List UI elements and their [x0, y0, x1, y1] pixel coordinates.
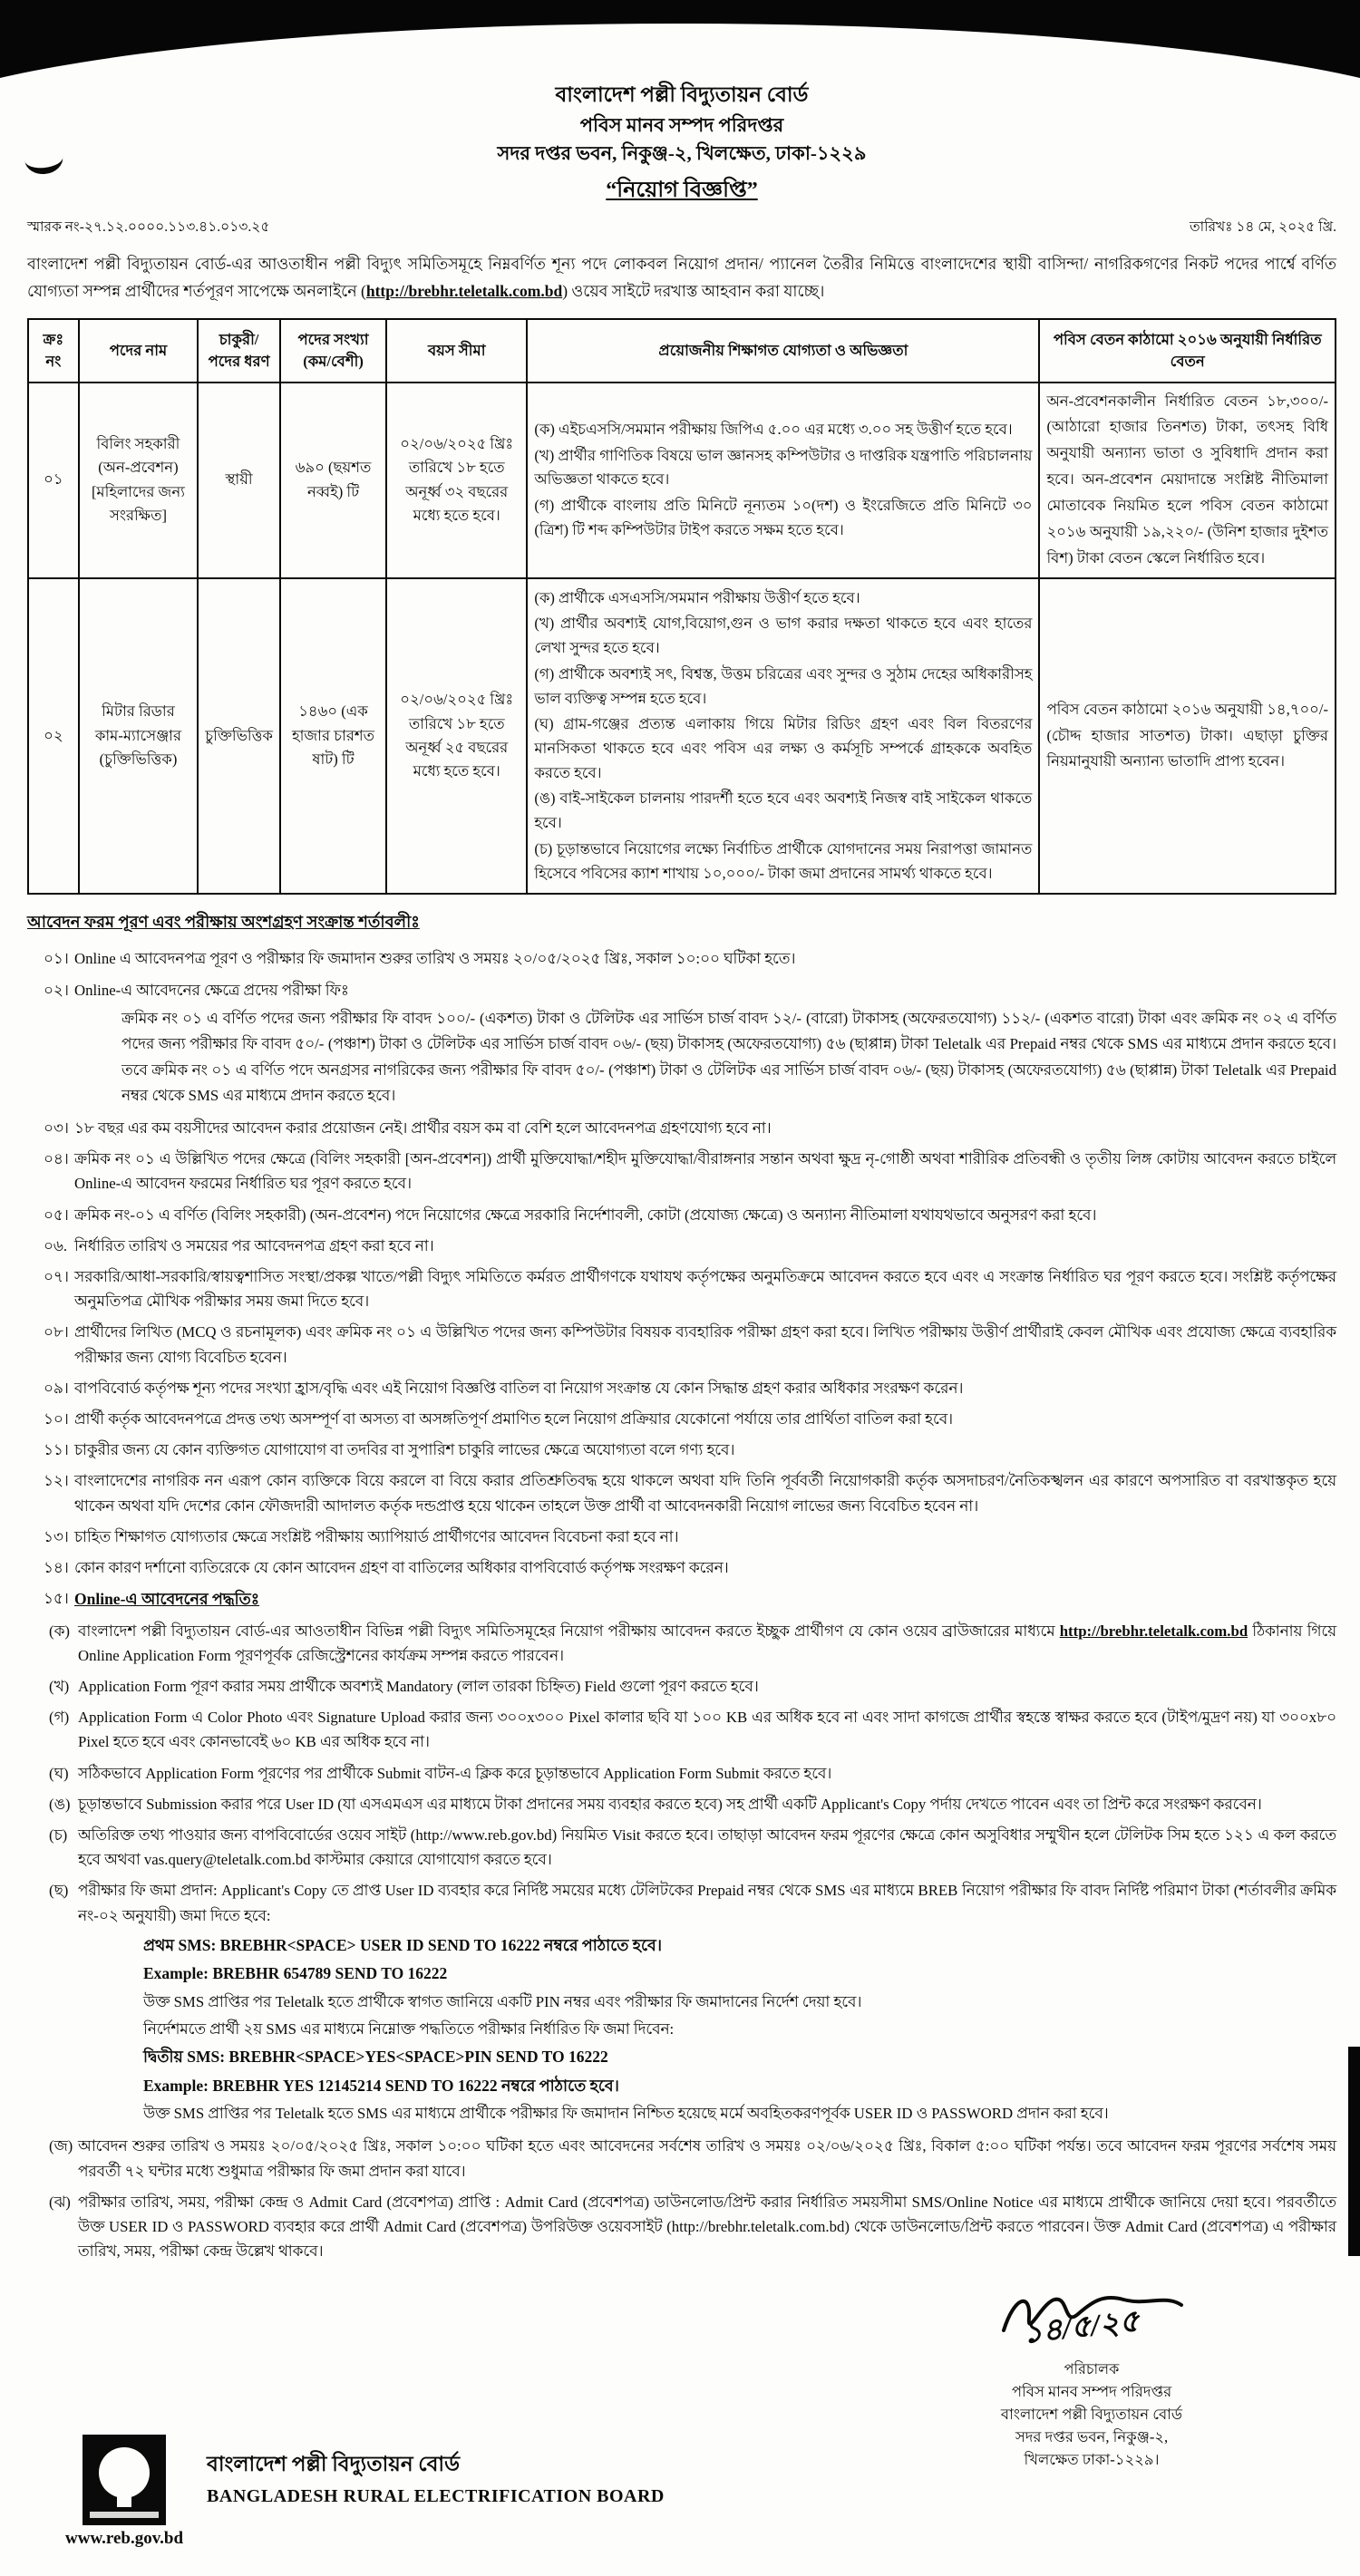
condition-item: ০৬. নির্ধারিত তারিখ ও সময়ের পর আবেদনপত্র গ্রহণ করা হবে না। — [44, 1236, 434, 1254]
sms-line: দ্বিতীয় SMS: BREBHR<SPACE>YES<SPACE>PIN SEND TO 16222 — [143, 2048, 608, 2067]
table-row — [28, 383, 1336, 578]
cell-age: ০২/০৬/২০২৫ খ্রিঃ তারিখে ১৮ হতে অনূর্ধ্ব ২৫ বছরের মধ্যে হতে হবে। — [386, 578, 527, 895]
breb-logo — [83, 2435, 166, 2525]
signatory-designation: পরিচালক — [1064, 2362, 1120, 2378]
condition-item: ১২। বাংলাদেশের নাগরিক নন এরূপ কোন ব্যক্তিকে বিয়ে করলে বা বিয়ে করার প্রতিশ্রুতিবদ্ধ হয়ে থাকলে অথবা যদি তিনি পূর্ববর্তী নিয়োগকারী কর্তৃক অসদাচরণ/নৈতিকস্খলন এর কারণে অপসারিত বা বরখাস্তকৃত হয়ে থাকেন অথবা যদি দেশের কোন ফৌজদারী আদালত কর্তৃক দন্ডপ্রাপ্ত হয়ে থাকেন তাহলে উক্ত প্রার্থী বা আবেদনকারী নিয়োগ লাভের জন্য বিবেচিত হবেন না। — [44, 1472, 1336, 1515]
condition-item: ১১। চাকুরীর জন্য যে কোন ব্যক্তিগত যোগাযোগ বা তদবির বা সুপারিশ চাকুরি লাভের ক্ষেত্রে অযোগ্যতা বলে গণ্য হবে। — [44, 1441, 735, 1459]
col-qualification: প্রয়োজনীয় শিক্ষাগত যোগ্যতা ও অভিজ্ঞতা — [527, 319, 1039, 383]
sms-line: প্রথম SMS: BREBHR<SPACE> USER ID SEND TO 16222 নম্বরে পাঠাতে হবে। — [143, 1935, 662, 1954]
application-url: http://brebhr.teletalk.com.bd — [365, 282, 563, 301]
online-method-subitems — [27, 1619, 1336, 2264]
condition-item: ০৭। সরকারি/আধা-সরকারি/স্বায়ত্বশাসিত সংস্থা/প্রকল্প খাতে/পল্লী বিদ্যুৎ সমিতিতে কর্মরত প্রার্থীগণকে যথাযথ কর্তৃপক্ষের অনুমতিক্রমে আবেদন করতে হবে এবং এ সংক্রান্ত নির্ধারিত ঘর পূরণ করতে হবে। সংশ্লিষ্ট কর্তৃপক্ষের অনুমতিপত্র মৌখিক পরীক্ষার সময় জমা দিতে হবে। — [44, 1267, 1336, 1311]
cell-age: ০২/০৬/২০২৫ খ্রিঃ তারিখে ১৮ হতে অনূর্ধ্ব ৩২ বছরের মধ্যে হতে হবে। — [386, 383, 527, 578]
footer-org-en: BANGLADESH RURAL ELECTRIFICATION BOARD — [207, 2486, 665, 2507]
scan-artifact-top — [0, 0, 1360, 78]
memo-date: তারিখঃ ১৪ মে, ২০২৫ খ্রি. — [1189, 218, 1336, 235]
signatory-address1: সদর দপ্তর ভবন, নিকুঞ্জ-২, — [1015, 2427, 1169, 2445]
method-subitem: (খ) Application Form পূরণ করার সময় প্রার্থীকে অবশ্যই Mandatory (লাল তারকা চিহ্নিত) Field গুলো পূরণ করতে হবে। — [49, 1677, 759, 1695]
scan-artifact-right-strip — [1348, 2047, 1360, 2256]
condition-item: ০১। Online এ আবেদনপত্র পূরণ ও পরীক্ষার ফি জমাদান শুরুর তারিখ ও সময়ঃ ২০/০৫/২০২৫ খ্রিঃ, সকাল ১০:০০ ঘটিকা হতে। — [44, 950, 796, 968]
vacancy-table — [27, 318, 1336, 896]
dept-name: পবিস মানব সম্পদ পরিদপ্তর — [579, 113, 784, 136]
table-row — [28, 578, 1336, 895]
signature-date: ১৪/৫/২৫ — [1020, 2305, 1141, 2351]
sms-line: নির্দেশমতে প্রার্থী ২য় SMS এর মাধ্যমে নিম্নোক্ত পদ্ধতিতে পরীক্ষার নির্ধারিত ফি জমা দিবেন: — [143, 2020, 675, 2038]
method-subitem: (ঘ) সঠিকভাবে Application Form পূরণের পর প্রার্থীকে Submit বাটন-এ ক্লিক করে চূড়ান্তভাবে Application Form Submit করতে হবে। — [49, 1764, 832, 1782]
method-subitem: (গ) Application Form এ Color Photo এবং Signature Upload করার জন্য ৩০০x৩০০ Pixel কালার ছবি যা ১০০ KB এর অধিক হবে না এবং সাদা কাগজে প্রার্থীর স্বহস্তে স্বাক্ষর করতে হবে (টাইপ/মুদ্রণ নয়) যা ৩০০x৮০ Pixel হতে হবে এবং কোনভাবেই ৬০ KB এর অধিক হবে না। — [49, 1709, 1336, 1751]
sms-line: Example: BREBHR 654789 SEND TO 16222 — [143, 1964, 448, 1983]
signatory-address2: খিলক্ষেত ঢাকা-১২২৯। — [1024, 2450, 1160, 2468]
col-serial: ক্রঃ নং — [28, 319, 79, 383]
conditions-heading: আবেদন ফরম পূরণ এবং পরীক্ষায় অংশগ্রহণ সংক্রান্ত শর্তাবলীঃ — [27, 913, 420, 932]
sms-instructions — [143, 1932, 1336, 2128]
cell-type: স্থায়ী — [198, 383, 280, 578]
cell-salary: অন-প্রবেশনকালীন নির্ধারিত বেতন ১৮,৩০০/- (আঠারো হাজার তিনশত) টাকা, তৎসহ বিধি অনুযায়ী অন্যান্য ভাতা ও সুবিধাদি প্রদান করা হবে। অন-প্রবেশন মেয়াদান্তে সংশ্লিষ্ট নীতিমালা মোতাবেক নিয়মিত হলে পবিস বেতন কাঠামো ২০১৬ অনুযায়ী ১৯,২২০/- (উনিশ হাজার দুইশত বিশ) টাকা বেতন স্কেলে নির্ধারিত হবে। — [1039, 383, 1336, 578]
condition-item: ০৫। ক্রমিক নং-০১ এ বর্ণিত (বিলিং সহকারী) (অন-প্রবেশন) পদে নিয়োগের ক্ষেত্রে সরকারি নির্দেশাবলী, কোটা (প্রযোজ্য ক্ষেত্রে) ও অন্যান্য নীতিমালা যথাযথভাবে অনুসরণ করা হবে। — [44, 1206, 1097, 1224]
cell-qualifications: (ক) প্রার্থীকে এসএসসি/সমমান পরীক্ষায় উত্তীর্ণ হতে হবে। (খ) প্রার্থীর অবশ্যই যোগ,বিয়োগ,গুন ও ভাগ করার দক্ষতা থাকতে হবে এবং হাতের লেখা সুন্দর হতে হবে। (গ) প্রার্থীকে অবশ্যই সৎ, বিশ্বস্ত, উত্তম চরিত্রের এবং সুন্দর ও সুঠাম দেহের অধিকারীসহ ভাল ব্যক্তিত্ব সম্পন্ন হতে হবে। (ঘ) গ্রাম-গঞ্জের প্রত্যন্ত এলাকায় গিয়ে মিটার রিডিং গ্রহণ এবং বিল বিতরণের মানসিকতা থাকতে হবে এবং পবিস এর লক্ষ্য ও কর্মসূচি সম্পর্কে গ্রাহককে অবহিত করতে হবে। (ঙ) বাই-সাইকেল চালনায় পারদর্শী হতে হবে এবং অবশ্যই নিজস্ব বাই সাইকেল থাকতে হবে। (চ) চূড়ান্তভাবে নিয়োগের লক্ষ্যে নির্বাচিত প্রার্থীকে যোগদানের সময় নিরাপত্তা জামানত হিসেবে পবিসের ক্যাশ শাখায় ১০,০০০/- টাকা জমা প্রদানের সামর্থ্য থাকতে হবে। — [527, 578, 1039, 895]
condition-item: ১৪। কোন কারণ দর্শানো ব্যতিরেকে যে কোন আবেদন গ্রহণ বা বাতিলের অধিকার বাপবিবোর্ড কর্তৃপক্ষ সংরক্ষণ করেন। — [44, 1558, 729, 1576]
signature-scribble — [987, 2287, 1196, 2365]
fee-details: ক্রমিক নং ০১ এ বর্ণিত পদের জন্য পরীক্ষার ফি বাবদ ১০০/- (একশত) টাকা ও টেলিটক এর সার্ভিস চার্জ বাবদ ১২/- (বারো) টাকাসহ (অফেরতযোগ্য) ১১২/- (একশত বারো) টাকা এবং ক্রমিক নং ০২ এ বর্ণিত পদের জন্য পরীক্ষার ফি বাবদ ৫০/- (পঞ্চাশ) টাকা ও টেলিটক এর সার্ভিস চার্জ বাবদ ০৬/- (ছয়) টাকাসহ (অফেরতযোগ্য) ৫৬ (ছাপ্পান্ন) টাকা Teletalk এর Prepaid নম্বর থেকে SMS এর মাধ্যমে প্রদান করতে হবে। তবে ক্রমিক নং ০১ এ বর্ণিত পদে অনগ্রসর নাগরিকের জন্য পরীক্ষার ফি বাবদ ৫০/- (পঞ্চাশ) টাকা ও টেলিটক এর সার্ভিস চার্জ বাবদ ০৬/- (ছয়) টাকাসহ (অফেরতযোগ্য) ৫৬ (ছাপ্পান্ন) টাকা Teletalk এর Prepaid নম্বর থেকে SMS এর মাধ্যমে প্রদান করতে হবে। — [121, 1009, 1336, 1105]
cell-serial: ০২ — [28, 578, 79, 895]
condition-item-online-method: ১৫। Online-এ আবেদনের পদ্ধতিঃ — [27, 1586, 1336, 1612]
method-subitem: (ঝ) পরীক্ষার তারিখ, সময়, পরীক্ষা কেন্দ্র ও Admit Card (প্রবেশপত্র) প্রাপ্তি : Admit Card (প্রবেশপত্র) ডাউনলোড/প্রিন্ট করার নির্ধারিত সময়সীমা SMS/Online Notice এর মাধ্যমে প্রার্থীকে জানিয়ে দেয়া হবে। পরবর্তীতে উক্ত USER ID ও PASSWORD ব্যবহার করে প্রার্থী Admit Card (প্রবেশপত্র) উপরিউক্ত ওয়েবসাইট (http://brebhr.teletalk.com.bd) থেকে ডাউনলোড/প্রিন্ট করতে পারবেন। উক্ত Admit Card (প্রবেশপত্র) এ পরীক্ষার তারিখ, সময়, পরীক্ষা কেন্দ্র উল্লেখ থাকবে। — [49, 2193, 1336, 2261]
cell-type: চুক্তিভিত্তিক — [198, 578, 280, 895]
condition-item: ০৯। বাপবিবোর্ড কর্তৃপক্ষ শূন্য পদের সংখ্যা হ্রাস/বৃদ্ধি এবং এই নিয়োগ বিজ্ঞপ্তি বাতিল বা নিয়োগ সংক্রান্ত যে কোন সিদ্ধান্ত গ্রহণ করার অধিকার সংরক্ষণ করেন। — [44, 1379, 964, 1397]
online-method-heading: Online-এ আবেদনের পদ্ধতিঃ — [74, 1590, 260, 1609]
memo-row — [27, 216, 1336, 239]
cell-serial: ০১ — [28, 383, 79, 578]
condition-item: ০৮। প্রার্থীদের লিখিত (MCQ ও রচনামূলক) এবং ক্রমিক নং ০১ এ উল্লিখিত পদের জন্য কম্পিউটার বিষয়ক ব্যবহারিক পরীক্ষা গ্রহণ করা হবে। লিখিত পরীক্ষায় উত্তীর্ণ প্রার্থীরাই কেবল মৌখিক এবং প্রযোজ্য ক্ষেত্রে ব্যবহারিক পরীক্ষার জন্য যোগ্য বিবেচিত হবেন। — [44, 1323, 1336, 1366]
sms-line: উক্ত SMS প্রাপ্তির পর Teletalk হতে SMS এর মাধ্যমে প্রার্থীকে পরীক্ষার ফি জমাদান নিশ্চিত হয়েছে মর্মে অবহিতকরণপূর্বক USER ID ও PASSWORD প্রদান করা হবে। — [143, 2105, 1109, 2123]
col-post-count: পদের সংখ্যা (কম/বেশী) — [280, 319, 386, 383]
condition-item: ১৩। চাহিত শিক্ষাগত যোগ্যতার ক্ষেত্রে সংশ্লিষ্ট পরীক্ষায় অ্যাপিয়ার্ড প্রার্থীগণের আবেদন বিবেচনা করা হবে না। — [44, 1527, 679, 1545]
notice-title: “নিয়োগ বিজ্ঞপ্তি” — [606, 178, 758, 202]
method-subitem: (জ) আবেদন শুরুর তারিখ ও সময়ঃ ২০/০৫/২০২৫ খ্রিঃ, সকাল ১০:০০ ঘটিকা হতে এবং আবেদনের সর্বশেষ তারিখ ও সময়ঃ ০২/০৬/২০২৫ খ্রিঃ, বিকাল ৫:০০ ঘটিকা পর্যন্ত। তবে আবেদন ফরম পূরণের সর্বশেষ সময় পরবর্তী ৭২ ঘন্টার মধ্যে শুধুমাত্র পরীক্ষার ফি জমা প্রদান করা যাবে। — [49, 2137, 1336, 2180]
footer-org-bn: বাংলাদেশ পল্লী বিদ্যুতায়ন বোর্ড — [207, 2453, 461, 2476]
intro-paragraph: বাংলাদেশ পল্লী বিদ্যুতায়ন বোর্ড-এর আওতাধীন পল্লী বিদ্যুৎ সমিতিসমূহে নিম্নবর্ণিত শূন্য পদে লোকবল নিয়োগ প্রদান/ প্যানেল তৈরীর নিমিত্তে বাংলাদেশের স্থায়ী বাসিন্দা/ নাগরিকগণের নিকট পদের পার্শ্বে বর্ণিত যোগ্যতা সম্পন্ন প্রার্থীদের শর্তপূরণ সাপেক্ষে অনলাইনে (http://brebhr.teletalk.com.bd) ওয়েব সাইটে দরখাস্ত আহবান করা যাচ্ছে। — [27, 254, 1336, 301]
sms-line: Example: BREBHR YES 12145214 SEND TO 16222 নম্বরে পাঠাতে হবে। — [143, 2076, 619, 2095]
letterhead — [27, 80, 1336, 207]
cell-post: বিলিং সহকারী (অন-প্রবেশন) [মহিলাদের জন্য সংরক্ষিত] — [79, 383, 199, 578]
col-age-limit: বয়স সীমা — [386, 319, 527, 383]
conditions-list — [27, 946, 1336, 2263]
sms-line: উক্ত SMS প্রাপ্তির পর Teletalk হতে প্রার্থীকে স্বাগত জানিয়ে একটি PIN নম্বর এবং পরীক্ষার ফি জমাদানের নির্দেশ দেয়া হবে। — [143, 1992, 862, 2010]
method-subitem: (ছ) পরীক্ষার ফি জমা প্রদান: Applicant's Copy তে প্রাপ্ত User ID ব্যবহার করে নির্দিষ্ট সময়ের মধ্যে টেলিটকের Prepaid নম্বর থেকে SMS এর মাধ্যমে BREB নিয়োগ পরীক্ষার ফি বাবদ নির্দিষ্ট পরিমাণ টাকা (শর্তাবলীর ক্রমিক নং-০২ অনুযায়ী) জমা দিতে হবে: — [49, 1882, 1336, 1924]
condition-item: ১০। প্রার্থী কর্তৃক আবেদনপত্রে প্রদত্ত তথ্য অসম্পূর্ণ বা অসত্য বা অসঙ্গতিপূর্ণ প্রমাণিত হলে নিয়োগ প্রক্রিয়ার যেকোনো পর্যায়ে তার প্রার্থিতা বাতিল করা হবে। — [44, 1409, 954, 1428]
org-address: সদর দপ্তর ভবন, নিকুঞ্জ-২, খিলক্ষেত, ঢাকা-১২২৯ — [497, 142, 867, 164]
table-header-row — [28, 319, 1336, 383]
application-url: http://brebhr.teletalk.com.bd — [1059, 1622, 1248, 1640]
method-subitem: (ঙ) চূড়ান্তভাবে Submission করার পরে User ID (যা এসএমএস এর মাধ্যমে টাকা প্রদানের সময় ব্যবহার করতে হবে) সহ প্রার্থী একটি Applicant's Copy পর্দায় দেখতে পাবেন এবং তা প্রিন্ট করে সংরক্ষণ করবেন। — [49, 1795, 1262, 1813]
cell-count: ১৪৬০ (এক হাজার চারশত ষাট) টি — [280, 578, 386, 895]
cell-post: মিটার রিডার কাম-ম্যাসেঞ্জার (চুক্তিভিত্তিক) — [79, 578, 199, 895]
condition-item: ০৩। ১৮ বছর এর কম বয়সীদের আবেদন করার প্রয়োজন নেই। প্রার্থীর বয়স কম বা বেশি হলে আবেদনপত্র গ্রহণযোগ্য হবে না। — [44, 1119, 772, 1137]
condition-item: ০৪। ক্রমিক নং ০১ এ উল্লিখিত পদের ক্ষেত্রে (বিলিং সহকারী [অন-প্রবেশন]) প্রার্থী মুক্তিযোদ্ধা/শহীদ মুক্তিযোদ্ধা/বীরাঙ্গনার সন্তান অথবা ক্ষুদ্র নৃ-গোষ্ঠী অথবা শারীরিক প্রতিবন্ধী ও তৃতীয় লিঙ্গ কোটায় আবেদন করতে চাইলে Online-এ আবেদন ফরমের নির্ধারিত ঘর পূরণ করতে হবে। — [44, 1150, 1336, 1193]
col-job-type: চাকুরী/ পদের ধরণ — [198, 319, 280, 383]
cell-salary: পবিস বেতন কাঠামো ২০১৬ অনুযায়ী ১৪,৭০০/- (চৌদ্দ হাজার সাতশত) টাকা। এছাড়া চুক্তির নিয়মানুযায়ী অন্যান্য ভাতাদি প্রাপ্য হবেন। — [1039, 578, 1336, 895]
condition-item: ০২। Online-এ আবেদনের ক্ষেত্রে প্রদেয় পরীক্ষা ফিঃ — [44, 981, 349, 999]
col-salary: পবিস বেতন কাঠামো ২০১৬ অনুযায়ী নির্ধারিত বেতন — [1039, 319, 1336, 383]
footer — [27, 2287, 1336, 2576]
lightbulb-icon — [99, 2447, 150, 2498]
signatory-dept: পবিস মানব সম্পদ পরিদপ্তর — [1011, 2383, 1172, 2401]
cell-qualifications: (ক) এইচএসসি/সমমান পরীক্ষায় জিপিএ ৫.০০ এর মধ্যে ৩.০০ সহ উত্তীর্ণ হতে হবে। (খ) প্রার্থীর গাণিতিক বিষয়ে ভাল জ্ঞানসহ কম্পিউটার ও দাপ্তরিক যন্ত্রপাতি পরিচালনায় অভিজ্ঞতা থাকতে হবে। (গ) প্রার্থীকে বাংলায় প্রতি মিনিটে নূন্যতম ১০(দশ) ও ইংরেজিতে প্রতি মিনিটে ৩০ (ত্রিশ) টি শব্দ কম্পিউটার টাইপ করতে সক্ষম হতে হবে। — [527, 383, 1039, 578]
col-post-name: পদের নাম — [79, 319, 199, 383]
method-subitem: (ক) বাংলাদেশ পল্লী বিদ্যুতায়ন বোর্ড-এর আওতাধীন বিভিন্ন পল্লী বিদ্যুৎ সমিতিসমূহের নিয়োগ পরীক্ষায় আবেদন করতে ইচ্ছুক প্রার্থীগণ যে কোন ওয়েব ব্রাউজারের মাধ্যমে http://brebhr.teletalk.com.bd ঠিকানায় গিয়ে Online Application Form পূরণপূর্বক রেজিস্ট্রেশনের কার্যক্রম সম্পন্ন করতে পারবেন। — [49, 1622, 1336, 1664]
signatory-org: বাংলাদেশ পল্লী বিদ্যুতায়ন বোর্ড — [1000, 2406, 1183, 2424]
method-subitem: (চ) অতিরিক্ত তথ্য পাওয়ার জন্য বাপবিবোর্ডের ওয়েব সাইট (http://www.reb.gov.bd) নিয়মিত Visit করতে হবে। তাছাড়া আবেদন ফরম পূরণের ক্ষেত্রে কোন অসুবিধার সম্মুখীন হলে টেলিটক সিম হতে ১২১ এ কল করতে হবে অথবা vas.query@teletalk.com.bd কাস্টমার কেয়ারে যোগাযোগ করতে হবে। — [49, 1825, 1336, 1869]
footer-website: www.reb.gov.bd — [65, 2529, 184, 2549]
memo-number: স্মারক নং-২৭.১২.০০০০.১১৩.৪১.০১৩.২৫ — [27, 218, 270, 235]
org-name: বাংলাদেশ পল্লী বিদ্যুতায়ন বোর্ড — [555, 83, 809, 106]
cell-count: ৬৯০ (ছয়শত নব্বই) টি — [280, 383, 386, 578]
